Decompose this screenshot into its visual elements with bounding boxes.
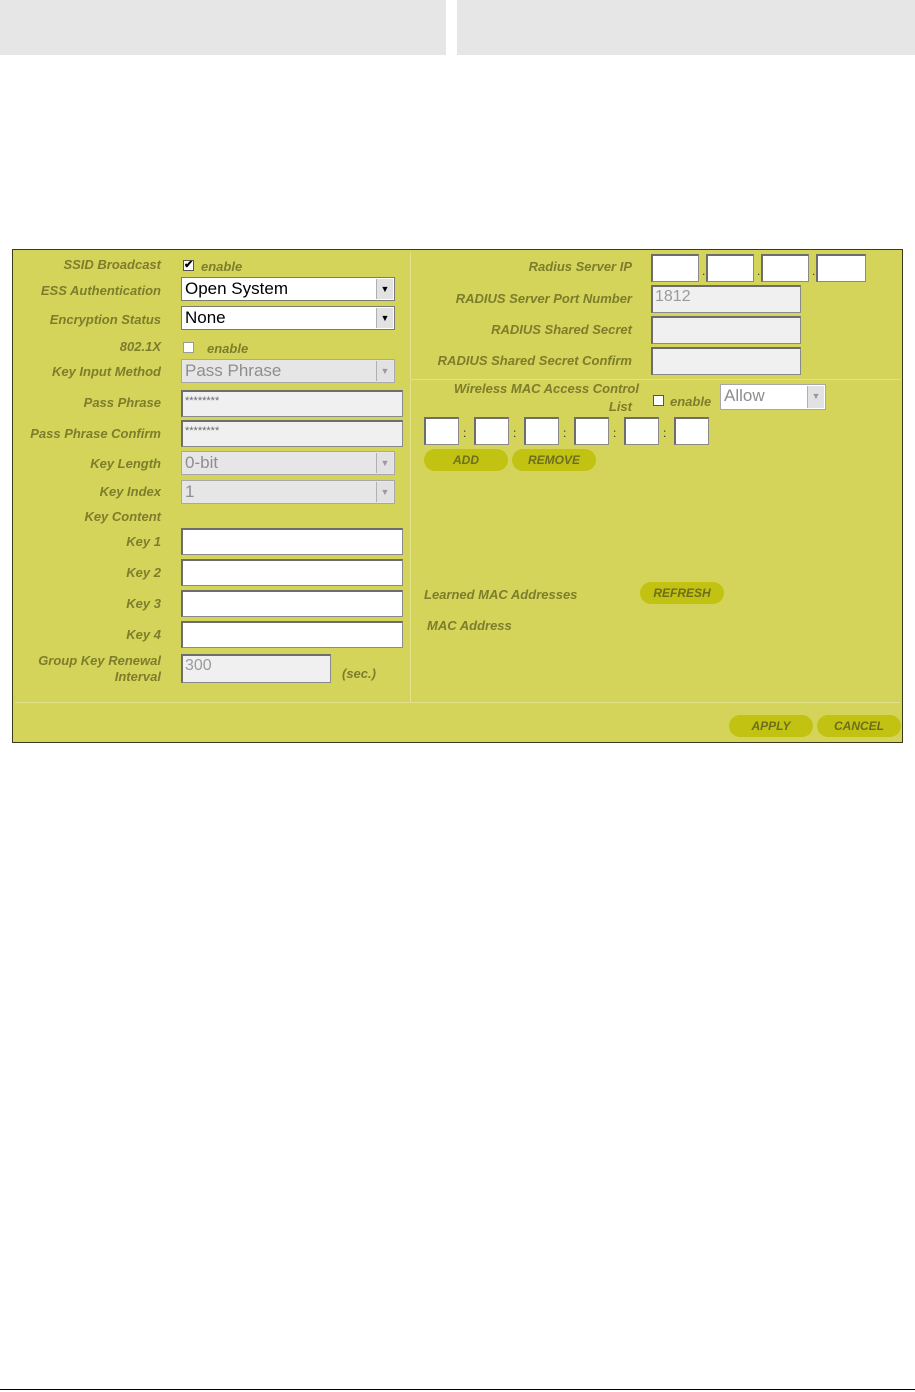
- chevron-down-icon: ▼: [376, 361, 393, 381]
- key2-label: Key 2: [126, 565, 161, 580]
- mac-colon-separator: :: [663, 426, 667, 440]
- apply-button[interactable]: APPLY: [729, 715, 813, 737]
- radius-ip-octet-1[interactable]: [651, 254, 699, 282]
- learned-mac-label: Learned MAC Addresses: [424, 587, 578, 602]
- key-input-method-label: Key Input Method: [51, 364, 161, 379]
- key4-label: Key 4: [126, 627, 161, 642]
- mac-octet-4[interactable]: [574, 417, 609, 445]
- group-key-interval-label: Interval: [114, 669, 161, 684]
- group-key-renewal-label: Group Key Renewal: [38, 653, 161, 668]
- radius-server-ip-label: Radius Server IP: [528, 259, 632, 274]
- ssid-broadcast-checkbox[interactable]: ✔: [184, 259, 194, 271]
- pass-phrase-confirm-label: Pass Phrase Confirm: [30, 426, 161, 441]
- chevron-down-icon: ▼: [376, 453, 393, 473]
- mac-acl-mode-value: Allow: [724, 386, 765, 405]
- radius-ip-octet-2[interactable]: [706, 254, 754, 282]
- header-segment-left: [0, 0, 446, 55]
- mac-octet-5[interactable]: [624, 417, 659, 445]
- mac-acl-label-line2: List: [608, 399, 632, 414]
- refresh-button[interactable]: REFRESH: [640, 582, 724, 604]
- remove-button[interactable]: REMOVE: [512, 449, 596, 471]
- group-key-renewal-input[interactable]: 300: [181, 654, 331, 683]
- radius-secret-confirm-input[interactable]: [651, 347, 801, 375]
- radius-ip-octet-4[interactable]: [816, 254, 866, 282]
- radius-secret-input[interactable]: [651, 316, 801, 344]
- key-length-label: Key Length: [90, 456, 161, 471]
- column-divider: [410, 252, 411, 702]
- group-key-unit: (sec.): [342, 666, 376, 681]
- ess-authentication-label: ESS Authentication: [40, 283, 161, 298]
- pass-phrase-input[interactable]: ********: [181, 390, 403, 417]
- mac-colon-separator: :: [513, 426, 517, 440]
- wireless-settings-panel: [12, 249, 903, 743]
- mac-acl-label: Wireless MAC Access Control: [453, 381, 639, 396]
- key-index-select[interactable]: [181, 480, 395, 504]
- chevron-down-icon: ▼: [376, 482, 393, 502]
- encryption-status-select[interactable]: [181, 306, 395, 330]
- radius-port-input[interactable]: 1812: [651, 285, 801, 313]
- mac-address-column-header: MAC Address: [427, 618, 512, 633]
- dot1x-label: 802.1X: [119, 339, 161, 354]
- key-length-value: 0-bit: [185, 453, 219, 472]
- key1-label: Key 1: [126, 534, 161, 549]
- radius-ip-octet-3[interactable]: [761, 254, 809, 282]
- key-input-method-value: Pass Phrase: [185, 361, 282, 380]
- ssid-broadcast-enable-text: enable: [201, 259, 243, 274]
- mac-acl-checkbox[interactable]: [653, 395, 664, 406]
- dot1x-checkbox[interactable]: [183, 342, 194, 353]
- key3-label: Key 3: [126, 596, 161, 611]
- chevron-down-icon: ▼: [376, 279, 393, 299]
- top-header-bar: [0, 0, 915, 55]
- ip-dot-separator: .: [702, 264, 706, 278]
- key-index-label: Key Index: [99, 484, 161, 499]
- key2-input[interactable]: [181, 559, 403, 586]
- chevron-down-icon: ▼: [807, 386, 824, 408]
- radius-secret-confirm-label: RADIUS Shared Secret Confirm: [437, 353, 632, 368]
- mac-octet-1[interactable]: [424, 417, 459, 445]
- page-bottom-rule: [0, 1389, 915, 1390]
- key-index-value: 1: [185, 482, 195, 501]
- key-input-method-select[interactable]: [181, 359, 395, 383]
- ip-dot-separator: .: [812, 264, 816, 278]
- radius-port-label: RADIUS Server Port Number: [455, 291, 632, 306]
- cancel-button[interactable]: CANCEL: [817, 715, 901, 737]
- dot1x-enable-text: enable: [207, 341, 249, 356]
- ess-authentication-select[interactable]: [181, 277, 395, 301]
- key-content-label: Key Content: [84, 509, 161, 524]
- mac-octet-3[interactable]: [524, 417, 559, 445]
- mac-acl-mode-select[interactable]: [720, 384, 826, 410]
- mac-octet-6[interactable]: [674, 417, 709, 445]
- ssid-broadcast-label: SSID Broadcast: [63, 257, 161, 272]
- encryption-status-value: None: [185, 308, 226, 327]
- mac-colon-separator: :: [563, 426, 567, 440]
- mac-colon-separator: :: [463, 426, 467, 440]
- key3-input[interactable]: [181, 590, 403, 617]
- header-segment-right: [457, 0, 915, 55]
- radius-secret-label: RADIUS Shared Secret: [491, 322, 632, 337]
- footer-divider: [15, 702, 900, 703]
- key4-input[interactable]: [181, 621, 403, 648]
- ip-dot-separator: .: [757, 264, 761, 278]
- ess-authentication-value: Open System: [185, 279, 288, 298]
- right-section-divider: [411, 379, 901, 380]
- add-button[interactable]: ADD: [424, 449, 508, 471]
- pass-phrase-label: Pass Phrase: [83, 395, 161, 410]
- chevron-down-icon: ▼: [376, 308, 393, 328]
- key1-input[interactable]: [181, 528, 403, 555]
- mac-colon-separator: :: [613, 426, 617, 440]
- encryption-status-label: Encryption Status: [49, 312, 161, 327]
- mac-acl-enable-text: enable: [670, 394, 712, 409]
- mac-octet-2[interactable]: [474, 417, 509, 445]
- pass-phrase-confirm-input[interactable]: ********: [181, 420, 403, 447]
- key-length-select[interactable]: [181, 451, 395, 475]
